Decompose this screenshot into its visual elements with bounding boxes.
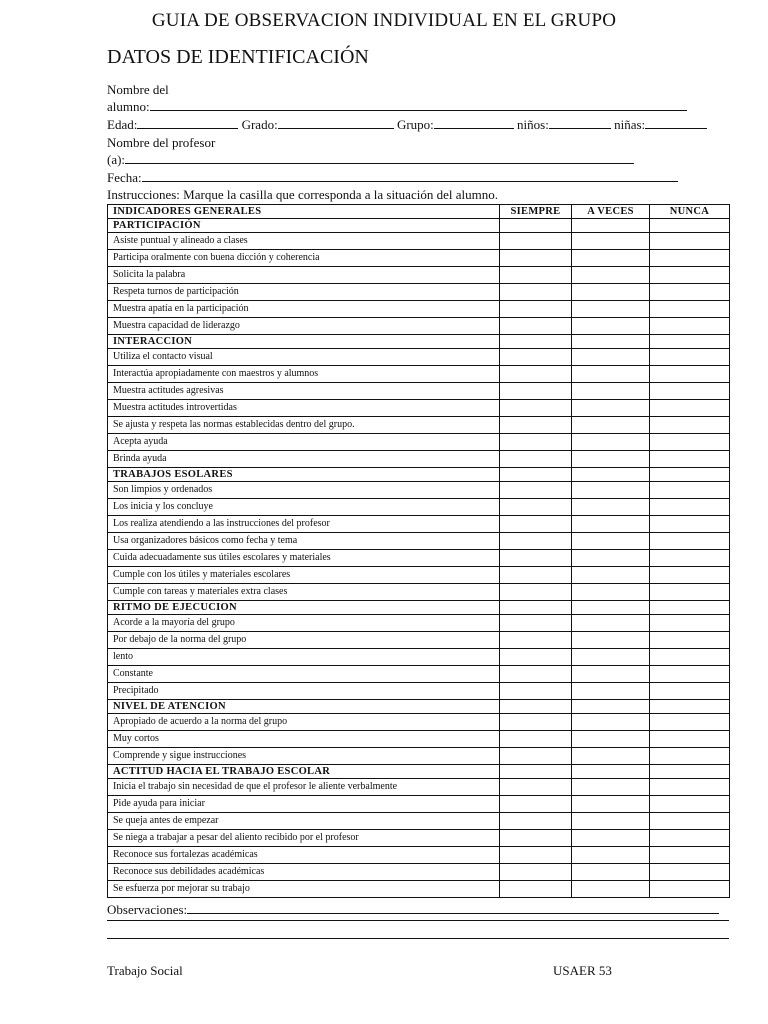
section-row <box>108 219 730 233</box>
always-checkbox-cell[interactable] <box>500 451 572 468</box>
footer-right: USAER 53 <box>553 963 612 978</box>
sometimes-checkbox-cell[interactable] <box>572 567 650 584</box>
sometimes-checkbox-cell[interactable] <box>572 666 650 683</box>
always-checkbox-cell[interactable] <box>500 813 572 830</box>
indicator-label: Muestra actitudes introvertidas <box>108 400 500 417</box>
sometimes-checkbox-cell[interactable] <box>572 400 650 417</box>
table-row <box>108 417 730 434</box>
sometimes-checkbox-cell[interactable] <box>572 383 650 400</box>
indicator-label: Interactúa apropiadamente con maestros y alumnos <box>108 366 500 383</box>
section-sometimes-cell <box>572 700 650 714</box>
boys-label: niños: <box>517 117 549 132</box>
table-row <box>108 714 730 731</box>
never-checkbox-cell[interactable] <box>650 731 730 748</box>
sometimes-checkbox-cell[interactable] <box>572 632 650 649</box>
student-name-blank[interactable] <box>150 99 687 111</box>
indicator-label: Cuida adecuadamente sus útiles escolares y materiales <box>108 550 500 567</box>
sometimes-checkbox-cell[interactable] <box>572 417 650 434</box>
grade-label: Grado: <box>241 117 278 132</box>
table-row <box>108 233 730 250</box>
table-row <box>108 366 730 383</box>
sometimes-checkbox-cell[interactable] <box>572 349 650 366</box>
table-row <box>108 284 730 301</box>
indicator-label: Muestra apatía en la participación <box>108 301 500 318</box>
always-checkbox-cell[interactable] <box>500 516 572 533</box>
indicator-label: Acorde a la mayoría del grupo <box>108 615 500 632</box>
girls-label: niñas: <box>614 117 646 132</box>
never-checkbox-cell[interactable] <box>650 284 730 301</box>
footer-left: Trabajo Social <box>107 963 183 978</box>
always-checkbox-cell[interactable] <box>500 318 572 335</box>
section-never-cell <box>650 219 730 233</box>
section-row <box>108 765 730 779</box>
indicator-label: Los realiza atendiendo a las instrucciones del profesor <box>108 516 500 533</box>
section-never-cell <box>650 601 730 615</box>
never-checkbox-cell[interactable] <box>650 366 730 383</box>
indicator-label: Apropiado de acuerdo a la norma del grupo <box>108 714 500 731</box>
table-row <box>108 499 730 516</box>
instructions-text: Instrucciones: Marque la casilla que corresponda a la situación del alumno. <box>107 187 498 202</box>
sometimes-checkbox-cell[interactable] <box>572 284 650 301</box>
section-row <box>108 468 730 482</box>
observations-label: Observaciones: <box>107 902 188 917</box>
never-checkbox-cell[interactable] <box>650 533 730 550</box>
always-checkbox-cell[interactable] <box>500 847 572 864</box>
indicator-label: Son limpios y ordenados <box>108 482 500 499</box>
never-checkbox-cell[interactable] <box>650 400 730 417</box>
observation-table <box>107 204 730 898</box>
section-row <box>108 601 730 615</box>
always-checkbox-cell[interactable] <box>500 683 572 700</box>
always-checkbox-cell[interactable] <box>500 632 572 649</box>
never-checkbox-cell[interactable] <box>650 632 730 649</box>
table-row <box>108 881 730 898</box>
teacher-name-blank[interactable] <box>125 152 634 164</box>
indicator-label: Asiste puntual y alineado a clases <box>108 233 500 250</box>
sometimes-checkbox-cell[interactable] <box>572 250 650 267</box>
always-checkbox-cell[interactable] <box>500 615 572 632</box>
indicator-label: Constante <box>108 666 500 683</box>
table-row <box>108 779 730 796</box>
header-indicators: INDICADORES GENERALES <box>108 205 500 219</box>
section-title: RITMO DE EJECUCION <box>108 601 500 615</box>
table-row <box>108 267 730 284</box>
table-row <box>108 349 730 366</box>
sometimes-checkbox-cell[interactable] <box>572 864 650 881</box>
sometimes-checkbox-cell[interactable] <box>572 533 650 550</box>
always-checkbox-cell[interactable] <box>500 233 572 250</box>
section-title: TRABAJOS ESOLARES <box>108 468 500 482</box>
sometimes-checkbox-cell[interactable] <box>572 649 650 666</box>
sometimes-checkbox-cell[interactable] <box>572 779 650 796</box>
sometimes-checkbox-cell[interactable] <box>572 683 650 700</box>
header-never: NUNCA <box>650 205 730 219</box>
never-checkbox-cell[interactable] <box>650 383 730 400</box>
indicator-label: Se ajusta y respeta las normas establecidas dentro del grupo. <box>108 417 500 434</box>
student-name-label-line1: Nombre del <box>107 82 169 97</box>
sometimes-checkbox-cell[interactable] <box>572 731 650 748</box>
table-row <box>108 864 730 881</box>
indicator-label: Pide ayuda para iniciar <box>108 796 500 813</box>
teacher-name-field[interactable] <box>107 152 634 168</box>
always-checkbox-cell[interactable] <box>500 864 572 881</box>
always-checkbox-cell[interactable] <box>500 349 572 366</box>
never-checkbox-cell[interactable] <box>650 482 730 499</box>
indicator-label: Inicia el trabajo sin necesidad de que el profesor le aliente verbalmente <box>108 779 500 796</box>
always-checkbox-cell[interactable] <box>500 400 572 417</box>
never-checkbox-cell[interactable] <box>650 584 730 601</box>
table-row <box>108 482 730 499</box>
indicator-label: Reconoce sus fortalezas académicas <box>108 847 500 864</box>
never-checkbox-cell[interactable] <box>650 349 730 366</box>
sometimes-checkbox-cell[interactable] <box>572 550 650 567</box>
sometimes-checkbox-cell[interactable] <box>572 482 650 499</box>
table-row <box>108 550 730 567</box>
table-row <box>108 731 730 748</box>
group-label: Grupo: <box>396 117 434 132</box>
header-always: SIEMPRE <box>500 205 572 219</box>
observations-blank-2[interactable] <box>107 920 729 921</box>
table-row <box>108 796 730 813</box>
never-checkbox-cell[interactable] <box>650 847 730 864</box>
table-row <box>108 615 730 632</box>
never-checkbox-cell[interactable] <box>650 615 730 632</box>
sometimes-checkbox-cell[interactable] <box>572 451 650 468</box>
sometimes-checkbox-cell[interactable] <box>572 233 650 250</box>
never-checkbox-cell[interactable] <box>650 714 730 731</box>
sometimes-checkbox-cell[interactable] <box>572 318 650 335</box>
demographics-line <box>107 117 707 133</box>
never-checkbox-cell[interactable] <box>650 649 730 666</box>
indicator-label: Se niega a trabajar a pesar del aliento recibido por el profesor <box>108 830 500 847</box>
always-checkbox-cell[interactable] <box>500 796 572 813</box>
indicator-label: lento <box>108 649 500 666</box>
never-checkbox-cell[interactable] <box>650 301 730 318</box>
sometimes-checkbox-cell[interactable] <box>572 615 650 632</box>
table-row <box>108 434 730 451</box>
sometimes-checkbox-cell[interactable] <box>572 434 650 451</box>
always-checkbox-cell[interactable] <box>500 748 572 765</box>
indicator-label: Los inicia y los concluye <box>108 499 500 516</box>
boys-blank[interactable] <box>549 117 611 129</box>
sometimes-checkbox-cell[interactable] <box>572 796 650 813</box>
never-checkbox-cell[interactable] <box>650 550 730 567</box>
never-checkbox-cell[interactable] <box>650 250 730 267</box>
table-row <box>108 533 730 550</box>
never-checkbox-cell[interactable] <box>650 683 730 700</box>
never-checkbox-cell[interactable] <box>650 499 730 516</box>
sometimes-checkbox-cell[interactable] <box>572 748 650 765</box>
indicator-label: Respeta turnos de participación <box>108 284 500 301</box>
section-row <box>108 700 730 714</box>
never-checkbox-cell[interactable] <box>650 434 730 451</box>
table-row <box>108 683 730 700</box>
table-row <box>108 451 730 468</box>
indicator-label: Precipitado <box>108 683 500 700</box>
age-label: Edad: <box>107 117 138 132</box>
indicator-label: Utiliza el contacto visual <box>108 349 500 366</box>
section-always-cell <box>500 765 572 779</box>
never-checkbox-cell[interactable] <box>650 567 730 584</box>
table-row <box>108 250 730 267</box>
group-blank[interactable] <box>434 117 514 129</box>
never-checkbox-cell[interactable] <box>650 451 730 468</box>
always-checkbox-cell[interactable] <box>500 550 572 567</box>
never-checkbox-cell[interactable] <box>650 881 730 898</box>
table-row <box>108 318 730 335</box>
always-checkbox-cell[interactable] <box>500 779 572 796</box>
date-field[interactable] <box>107 170 678 186</box>
indicator-label: Se esfuerza por mejorar su trabajo <box>108 881 500 898</box>
observations-field[interactable] <box>107 902 719 918</box>
sometimes-checkbox-cell[interactable] <box>572 714 650 731</box>
section-always-cell <box>500 468 572 482</box>
page-title: GUIA DE OBSERVACION INDIVIDUAL EN EL GRUPO <box>151 10 617 31</box>
student-name-label: alumno: <box>107 99 150 114</box>
student-name-field[interactable] <box>107 99 687 115</box>
girls-blank[interactable] <box>645 117 707 129</box>
never-checkbox-cell[interactable] <box>650 318 730 335</box>
always-checkbox-cell[interactable] <box>500 714 572 731</box>
section-title: ACTITUD HACIA EL TRABAJO ESCOLAR <box>108 765 500 779</box>
never-checkbox-cell[interactable] <box>650 796 730 813</box>
always-checkbox-cell[interactable] <box>500 301 572 318</box>
table-row <box>108 813 730 830</box>
indicator-label: Muy cortos <box>108 731 500 748</box>
section-sometimes-cell <box>572 765 650 779</box>
section-always-cell <box>500 700 572 714</box>
section-sometimes-cell <box>572 468 650 482</box>
date-blank[interactable] <box>142 170 678 182</box>
header-sometimes: A VECES <box>572 205 650 219</box>
sometimes-checkbox-cell[interactable] <box>572 516 650 533</box>
observations-blank-3[interactable] <box>107 938 729 939</box>
indicator-label: Por debajo de la norma del grupo <box>108 632 500 649</box>
table-row <box>108 400 730 417</box>
always-checkbox-cell[interactable] <box>500 383 572 400</box>
table-row <box>108 632 730 649</box>
grade-blank[interactable] <box>278 117 394 129</box>
always-checkbox-cell[interactable] <box>500 666 572 683</box>
section-never-cell <box>650 468 730 482</box>
section-title: INTERACCION <box>108 335 500 349</box>
always-checkbox-cell[interactable] <box>500 366 572 383</box>
section-sometimes-cell <box>572 601 650 615</box>
never-checkbox-cell[interactable] <box>650 864 730 881</box>
section-never-cell <box>650 335 730 349</box>
always-checkbox-cell[interactable] <box>500 830 572 847</box>
always-checkbox-cell[interactable] <box>500 649 572 666</box>
always-checkbox-cell[interactable] <box>500 731 572 748</box>
always-checkbox-cell[interactable] <box>500 267 572 284</box>
teacher-name-label-line1: Nombre del profesor <box>107 135 216 150</box>
sometimes-checkbox-cell[interactable] <box>572 366 650 383</box>
always-checkbox-cell[interactable] <box>500 284 572 301</box>
section-never-cell <box>650 765 730 779</box>
sometimes-checkbox-cell[interactable] <box>572 847 650 864</box>
teacher-name-label: (a): <box>107 152 126 167</box>
table-row <box>108 516 730 533</box>
indicator-label: Brinda ayuda <box>108 451 500 468</box>
indicator-label: Cumple con los útiles y materiales escolares <box>108 567 500 584</box>
table-row <box>108 383 730 400</box>
section-always-cell <box>500 601 572 615</box>
table-row <box>108 748 730 765</box>
sometimes-checkbox-cell[interactable] <box>572 301 650 318</box>
section-always-cell <box>500 219 572 233</box>
never-checkbox-cell[interactable] <box>650 666 730 683</box>
always-checkbox-cell[interactable] <box>500 567 572 584</box>
never-checkbox-cell[interactable] <box>650 417 730 434</box>
table-row <box>108 301 730 318</box>
section-never-cell <box>650 700 730 714</box>
never-checkbox-cell[interactable] <box>650 779 730 796</box>
always-checkbox-cell[interactable] <box>500 499 572 516</box>
sometimes-checkbox-cell[interactable] <box>572 813 650 830</box>
table-row <box>108 830 730 847</box>
never-checkbox-cell[interactable] <box>650 830 730 847</box>
indicator-label: Comprende y sigue instrucciones <box>108 748 500 765</box>
section-title: NIVEL DE ATENCION <box>108 700 500 714</box>
sometimes-checkbox-cell[interactable] <box>572 830 650 847</box>
section-title: DATOS DE IDENTIFICACIÓN <box>107 46 369 68</box>
indicator-label: Acepta ayuda <box>108 434 500 451</box>
table-row <box>108 666 730 683</box>
date-label: Fecha: <box>107 170 142 185</box>
never-checkbox-cell[interactable] <box>650 516 730 533</box>
always-checkbox-cell[interactable] <box>500 584 572 601</box>
indicator-label: Usa organizadores básicos como fecha y tema <box>108 533 500 550</box>
section-row <box>108 335 730 349</box>
always-checkbox-cell[interactable] <box>500 434 572 451</box>
indicator-label: Solicita la palabra <box>108 267 500 284</box>
table-row <box>108 649 730 666</box>
never-checkbox-cell[interactable] <box>650 233 730 250</box>
sometimes-checkbox-cell[interactable] <box>572 881 650 898</box>
table-row <box>108 567 730 584</box>
sometimes-checkbox-cell[interactable] <box>572 267 650 284</box>
indicator-label: Muestra actitudes agresivas <box>108 383 500 400</box>
indicator-label: Participa oralmente con buena dicción y coherencia <box>108 250 500 267</box>
section-sometimes-cell <box>572 335 650 349</box>
age-blank[interactable] <box>137 117 238 129</box>
table-row <box>108 847 730 864</box>
sometimes-checkbox-cell[interactable] <box>572 584 650 601</box>
never-checkbox-cell[interactable] <box>650 267 730 284</box>
section-title: PARTICIPACIÓN <box>108 219 500 233</box>
table-row <box>108 584 730 601</box>
table-header-row <box>108 205 730 219</box>
always-checkbox-cell[interactable] <box>500 482 572 499</box>
never-checkbox-cell[interactable] <box>650 748 730 765</box>
observations-blank-1[interactable] <box>187 902 719 914</box>
always-checkbox-cell[interactable] <box>500 533 572 550</box>
always-checkbox-cell[interactable] <box>500 250 572 267</box>
sometimes-checkbox-cell[interactable] <box>572 499 650 516</box>
always-checkbox-cell[interactable] <box>500 881 572 898</box>
never-checkbox-cell[interactable] <box>650 813 730 830</box>
indicator-label: Muestra capacidad de liderazgo <box>108 318 500 335</box>
always-checkbox-cell[interactable] <box>500 417 572 434</box>
section-sometimes-cell <box>572 219 650 233</box>
indicator-label: Reconoce sus debilidades académicas <box>108 864 500 881</box>
indicator-label: Cumple con tareas y materiales extra clases <box>108 584 500 601</box>
section-always-cell <box>500 335 572 349</box>
indicator-label: Se queja antes de empezar <box>108 813 500 830</box>
